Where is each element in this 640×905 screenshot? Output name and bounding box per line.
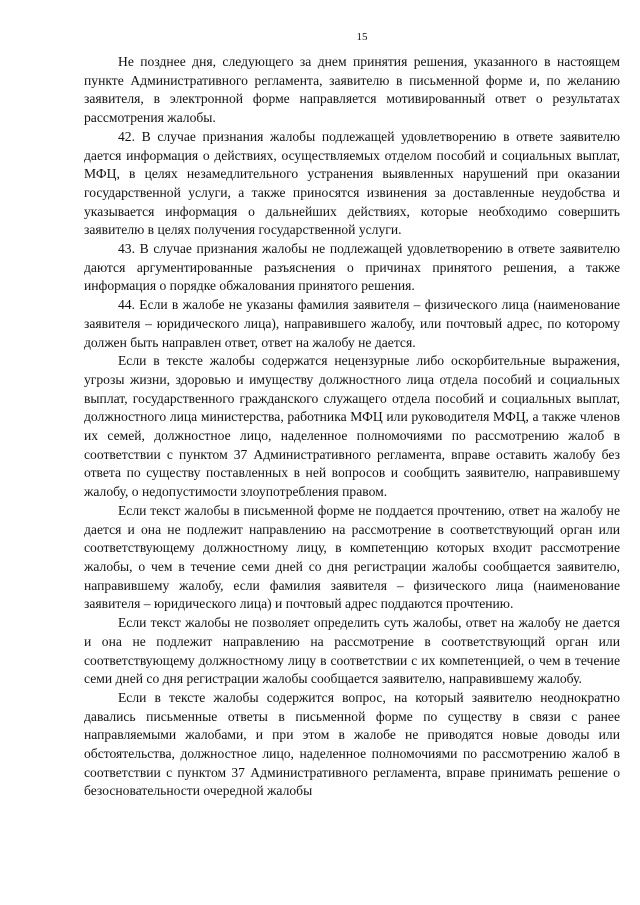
paragraph-undefined-essence: Если текст жалобы не позволяет определить суть жалобы, ответ на жалобу не дается и она не подлежит направлению на рассмотрение в соответствующий орган или соответствующему должностному лицу в соответствии с их компетенцией, о чем в течение семи дней со дня регистрации жалобы сообщается заявителю, направившему жалобу. (84, 615, 620, 687)
paragraph-offensive-content: Если в тексте жалобы содержатся нецензурные либо оскорбительные выражения, угрозы жизни, здоровью и имуществу должностного лица отдела пособий и социальных выплат, государственного гражданского служащего отдела пособий и социальных выплат, должностного лица министерства, работника МФЦ или руководителя МФЦ, а также членов их семей, должностное лицо, наделенное полномочиями по рассмотрению жалоб в соответствии с пунктом 37 Административного регламента, вправе оставить жалобу без ответа по существу поставленных в ней вопросов и сообщить заявителю, направившему жалобу, о недопустимости злоупотребления правом. (84, 353, 620, 500)
paragraph-42: 42. В случае признания жалобы подлежащей удовлетворению в ответе заявителю дается информация о действиях, осуществляемых отделом пособий и социальных выплат, МФЦ, в целях незамедлительного устранения выявленных нарушений при оказании государственной услуги, а также приносятся извинения за доставленные неудобства и указывается информация о дальнейших действиях, которые необходимо совершить заявителю в целях получения государственной услуги. (84, 128, 620, 238)
paragraph-43: 43. В случае признания жалобы не подлежащей удовлетворению в ответе заявителю даются аргументированные разъяснения о причинах принятого решения, а также информация о порядке обжалования принятого решения. (84, 241, 620, 294)
paragraph-unreadable-text: Если текст жалобы в письменной форме не поддается прочтению, ответ на жалобу не дается и она не подлежит направлению на рассмотрение в соответствующий орган или соответствующему должностному лицу, в компетенцию которых входит рассмотрение жалобы, о чем в течение семи дней со дня регистрации жалобы сообщается заявителю, направившему жалобу, если фамилия заявителя – физического лица (наименование заявителя – юридического лица) и почтовый адрес поддаются прочтению. (84, 502, 620, 612)
paragraph-repeated-question: Если в тексте жалобы содержится вопрос, на который заявителю неоднократно давались письменные ответы в письменной форме по существу в связи с ранее направляемыми жалобами, и при этом в жалобе не приводятся новые доводы или обстоятельства, должностное лицо, наделенное полномочиями по рассмотрению жалоб в соответствии с пунктом 37 Административного регламента, вправе принимать решение о безосновательности очередной жалобы (84, 689, 620, 799)
page-number: 15 (356, 31, 368, 43)
paragraph-44: 44. Если в жалобе не указаны фамилия заявителя – физического лица (наименование заявителя – юридического лица), направившего жалобу, или почтовый адрес, по которому должен быть направлен ответ, ответ на жалобу не дается. (84, 297, 620, 350)
paragraph-response-deadline: Не позднее дня, следующего за днем принятия решения, указанного в настоящем пункте Административного регламента, заявителю в письменной форме и, по желанию заявителя, в электронной форме направляется мотивированный ответ о результатах рассмотрения жалобы. (84, 54, 620, 126)
